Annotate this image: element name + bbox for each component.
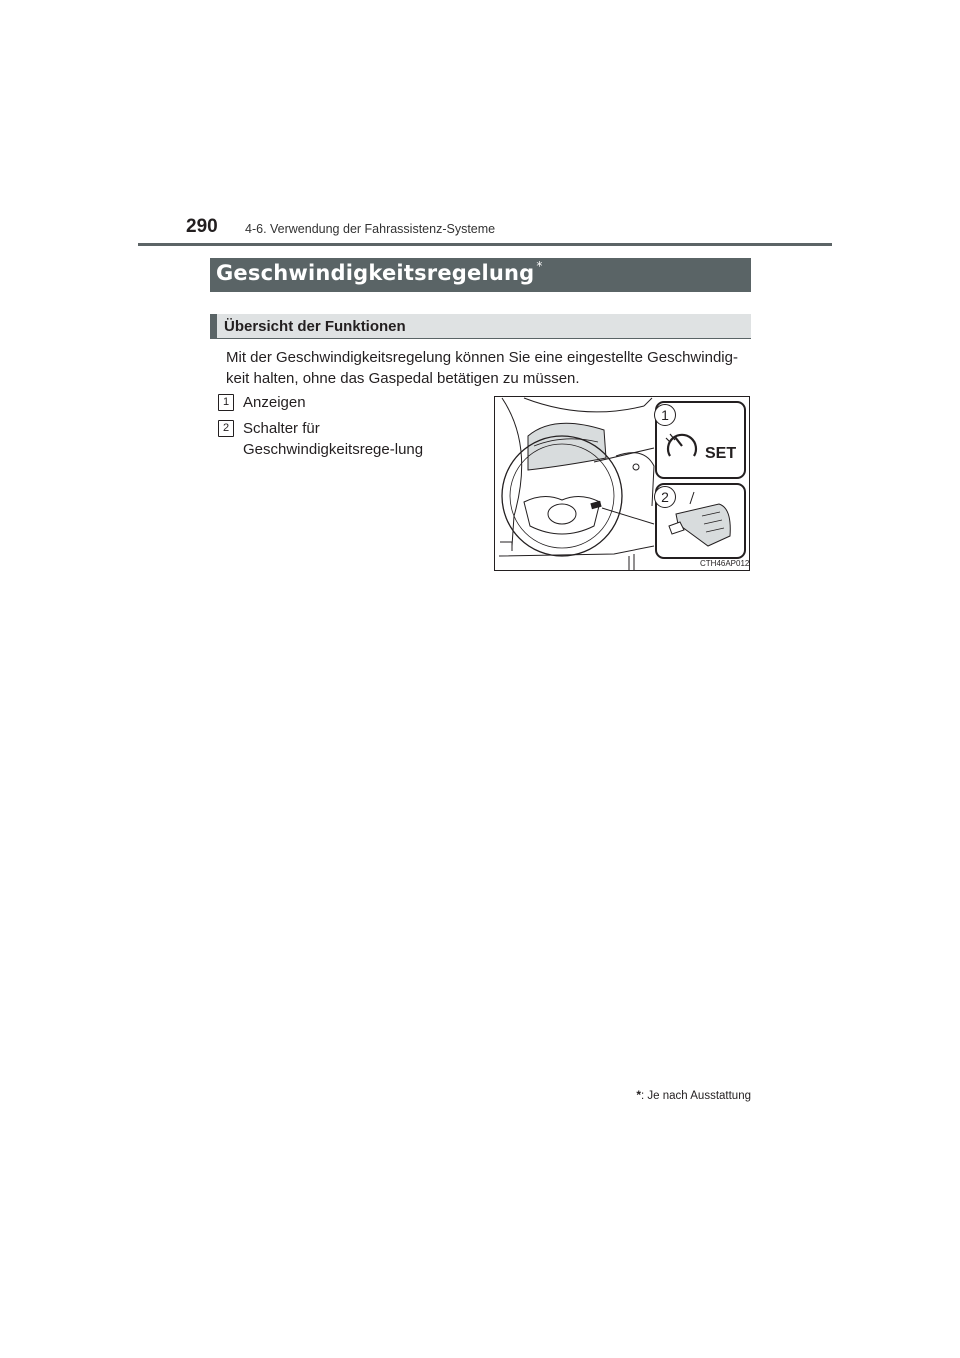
intro-paragraph: Mit der Geschwindigkeitsregelung können Sie eine eingestellte Geschwindig-keit halten, ohne das Gaspedal betätigen zu müssen. xyxy=(226,349,738,387)
callout-1-badge: 1 xyxy=(654,404,676,426)
steering-wheel-illustration xyxy=(494,396,750,571)
section-accent xyxy=(210,314,217,338)
callout-2-badge: 2 xyxy=(654,486,676,508)
item-label: Anzeigen xyxy=(243,394,306,411)
page-number: 290 xyxy=(186,216,218,237)
image-code: CTH46AP012 xyxy=(700,559,750,568)
title-bar xyxy=(210,258,751,292)
page-title-text: Geschwindigkeitsregelung xyxy=(216,261,535,285)
running-header: 4-6. Verwendung der Fahrassistenz-Systeme xyxy=(245,222,496,236)
footnote xyxy=(636,1088,751,1102)
section-heading-bar xyxy=(210,314,751,338)
item-number-badge: 1 xyxy=(218,394,234,411)
title-footnote-marker: * xyxy=(536,259,543,273)
cruise-control-figure xyxy=(494,396,750,571)
set-indicator-label: SET xyxy=(705,445,737,462)
page-title xyxy=(216,261,543,285)
item-label: Schalter für Geschwindigkeitsrege-lung xyxy=(243,420,424,458)
section-rule xyxy=(210,338,751,339)
section-heading: Übersicht der Funktionen xyxy=(224,318,406,335)
header-rule xyxy=(138,243,832,246)
footnote-text: : Je nach Ausstattung xyxy=(641,1090,751,1102)
item-number-badge: 2 xyxy=(218,420,234,437)
footnote-marker: * xyxy=(636,1088,642,1102)
